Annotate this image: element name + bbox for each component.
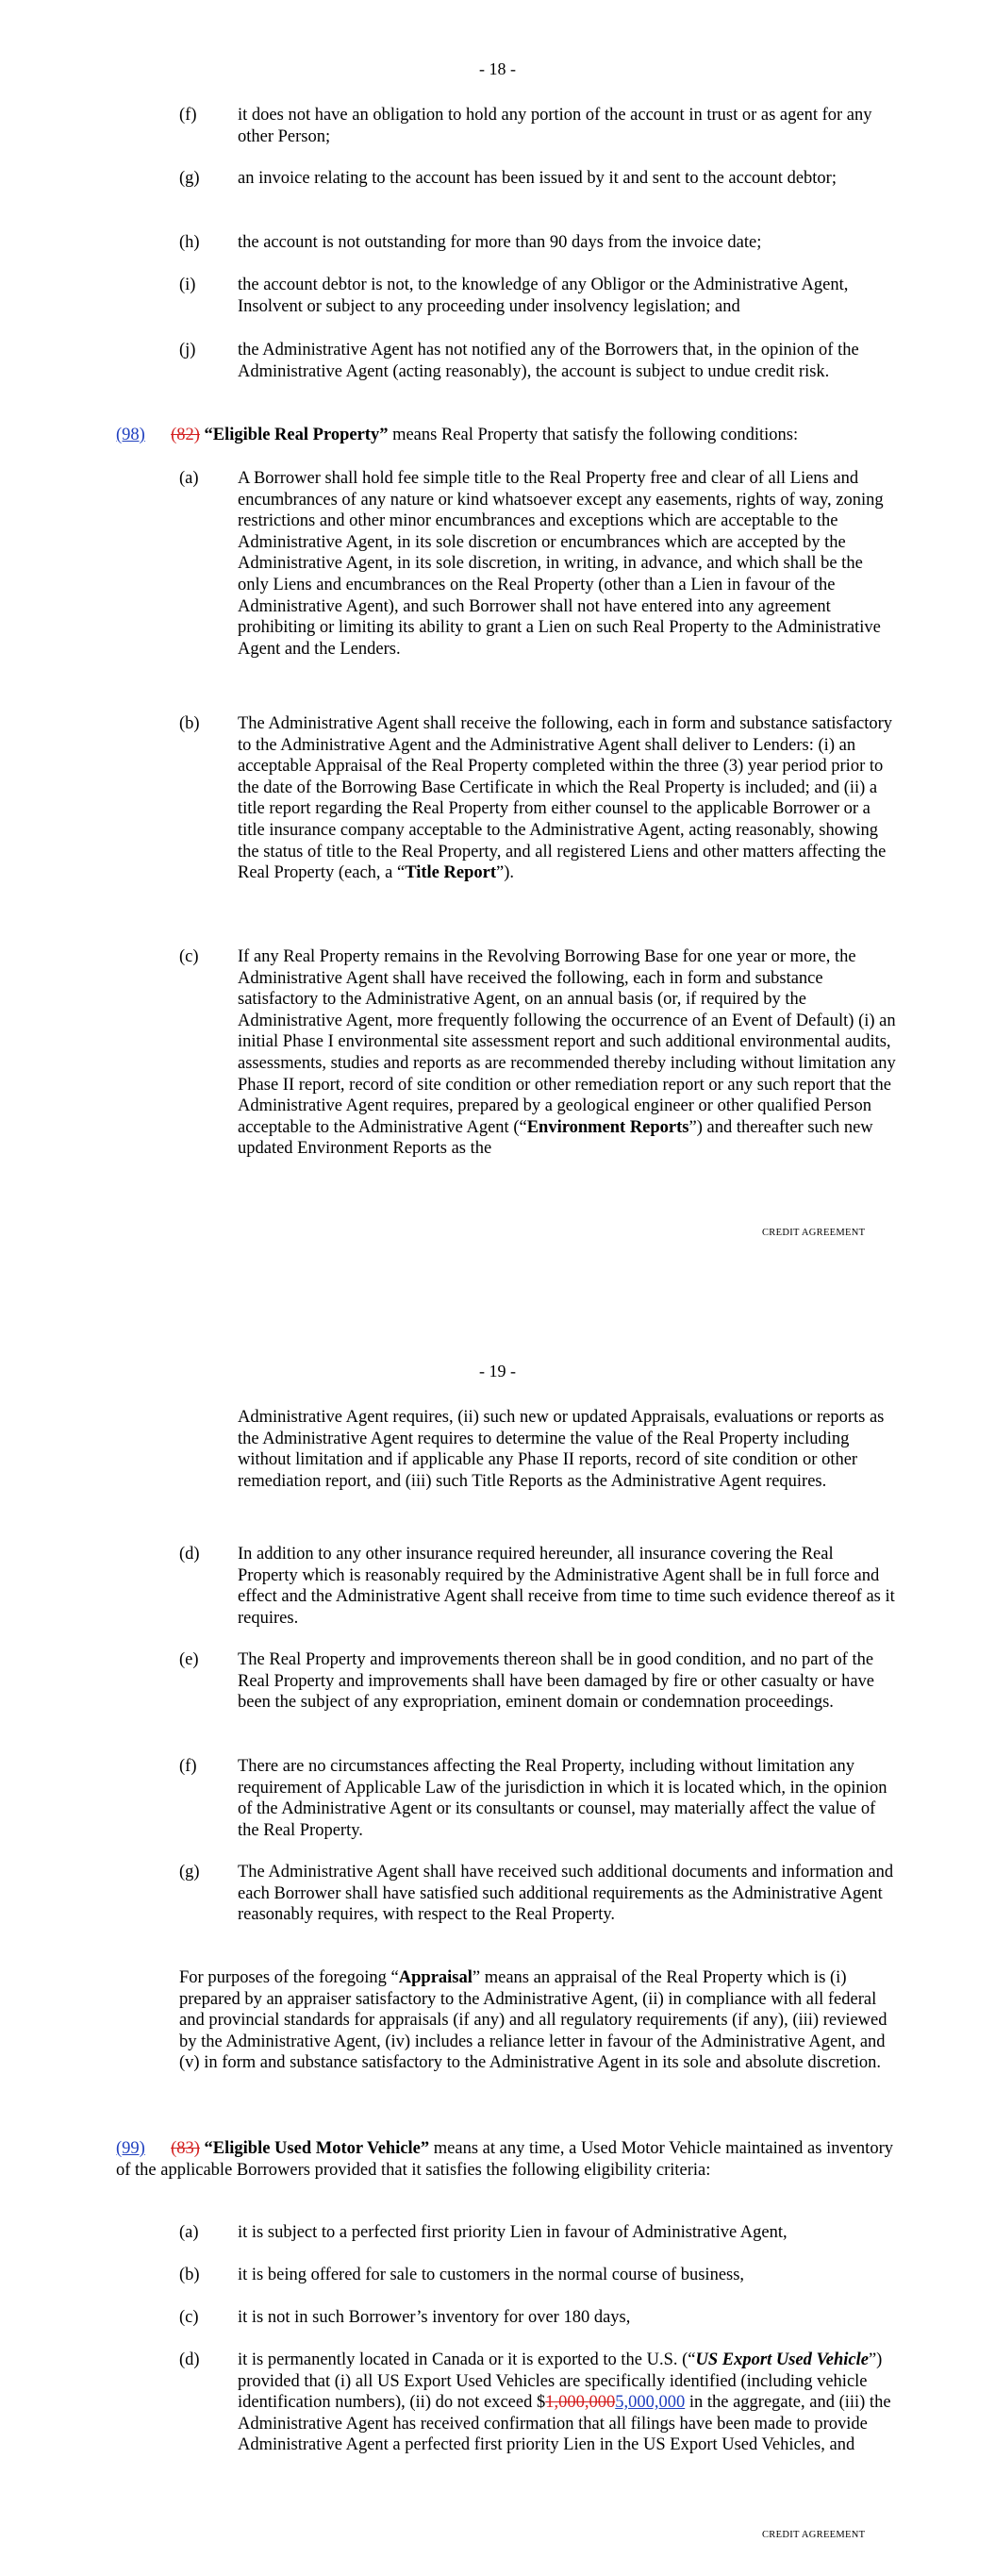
item-label: (b) — [179, 2266, 200, 2284]
item-label: (f) — [179, 106, 197, 125]
item-label: (d) — [179, 2350, 200, 2369]
defined-term: “Eligible Real Property” — [204, 426, 389, 444]
item-text: If any Real Property remains in the Revolving Borrowing Base for one year or more, the Administrative Agent shall have received the following, each in form and substance satisfactory to the Administrative Agent, on an annual basis (or, if required by the Administrative Agent, more frequently following the occurrence of an Event of Default) (i) an initial Phase I environmental site assessment report and such additional environmental audits, assessments, studies and reports as are recommended thereby including without limitation any Phase II report, record of site condition or other remediation report or any such report that the Administrative Agent requires, prepared by a geological engineer or other qualified Person acceptable to the Administrative Agent (“Environment Reports”) and thereafter such new updated Environment Reports as the — [238, 947, 896, 1159]
page-19 — [0, 1288, 995, 2576]
list-item — [179, 232, 896, 254]
list-item — [179, 2222, 896, 2244]
item-text: it is permanently located in Canada or it is exported to the U.S. (“US Export Used Vehicle”) provided that (i) all US Export Used Vehicles are specifically identified (including vehicle identification numbers), (ii) do not exceed $1,000,0005,000,000 in the aggregate, and (iii) the Administrative Agent has received confirmation that all filings have been made to provide Administrative Agent a perfected first priority Lien in the US Export Used Vehicles, and — [238, 2350, 891, 2455]
section-text: means at any time, a Used Motor Vehicle maintained as inventory of the applicable Borrowers provided that it satisfies the following eligibility criteria: — [116, 2139, 893, 2180]
deleted-section-number: (83) — [171, 2139, 200, 2158]
list-item — [179, 340, 896, 382]
item-text: an invoice relating to the account has been issued by it and sent to the account debtor; — [238, 169, 837, 188]
section-text: means Real Property that satisfy the following conditions: — [388, 426, 799, 444]
defined-term: Title Report — [405, 863, 496, 883]
list-item — [179, 1649, 896, 1714]
page-number: - 19 - — [479, 1362, 516, 1380]
defined-term: “Eligible Used Motor Vehicle” — [204, 2139, 430, 2158]
item-label: (g) — [179, 169, 200, 188]
item-text: In addition to any other insurance required hereunder, all insurance covering the Real Property which is reasonably required by the Administrative Agent shall be in full force and effect and the Administrative Agent shall receive from time to time such evidence thereof as it requires. — [238, 1545, 895, 1628]
new-section-number[interactable]: (99) — [116, 2139, 145, 2158]
list-item — [179, 275, 896, 317]
list-item — [179, 168, 896, 190]
item-text: There are no circumstances affecting the Real Property, including without limitation any requirement of Applicable Law of the jurisdiction in which it is located which, in the opinion of the Administrative Agent or its consultants or counsel, may materially affect the value of the Real Property. — [238, 1757, 887, 1840]
list-item — [179, 468, 896, 660]
item-text: it does not have an obligation to hold any portion of the account in trust or as agent for any other Person; — [238, 106, 872, 146]
list-item — [179, 1862, 896, 1926]
list-item — [179, 1544, 896, 1629]
item-label: (a) — [179, 2223, 199, 2242]
item-text: the account is not outstanding for more than 90 days from the invoice date; — [238, 233, 762, 252]
item-text: it is not in such Borrower’s inventory for over 180 days, — [238, 2308, 631, 2327]
list-item — [179, 2307, 896, 2329]
item-text: The Administrative Agent shall receive the following, each in form and substance satisfactory to the Administrative Agent and the Administrative Agent shall deliver to Lenders: (i) an acceptable Appraisal of the Real Property completed within the three (3) year period prior to the date of the Borrowing Base Certificate in which the Real Property is included; and (ii) a title report regarding the Real Property from either counsel to the applicable Borrower or a title insurance company acceptable to the Administrative Agent, acting reasonably, showing the status of title to the Real Property, and all registered Liens and other matters affecting the Real Property (each, a “Title Report”). — [238, 714, 893, 883]
deleted-amount: 1,000,000 — [545, 2393, 616, 2413]
page-number: - 18 - — [479, 59, 516, 78]
item-label: (c) — [179, 947, 199, 966]
list-item — [179, 1756, 896, 1841]
item-label: (g) — [179, 1863, 200, 1882]
new-section-number[interactable]: (98) — [116, 426, 145, 444]
item-label: (b) — [179, 714, 200, 733]
deleted-section-number: (82) — [171, 426, 200, 444]
item-text: it is subject to a perfected first priority Lien in favour of Administrative Agent, — [238, 2223, 788, 2242]
list-item — [179, 713, 896, 884]
item-text: the account debtor is not, to the knowledge of any Obligor or the Administrative Agent, Insolvent or subject to any proceeding under insolvency legislation; and — [238, 276, 849, 316]
continued-paragraph: Administrative Agent requires, (ii) such new or updated Appraisals, evaluations or reports as the Administrative Agent requires to determine the value of the Real Property including without limitation and if applicable any Phase II reports, record of site condition or other remediation report, and (iii) such Title Reports as the Administrative Agent requires. — [238, 1408, 885, 1491]
defined-term: Appraisal — [398, 1968, 473, 1987]
item-text: A Borrower shall hold fee simple title to the Real Property free and clear of all Liens and encumbrances of any nature or kind whatsoever except any easements, rights of way, zoning restrictions and other minor encumbrances and exceptions which are acceptable to the Administrative Agent, in its sole discretion or encumbrances which are accepted by the Administrative Agent, in its sole discretion, in writing, in advance, and which shall be the only Liens and encumbrances on the Real Property (other than a Lien in favour of the Administrative Agent), and such Borrower shall not have entered into any agreement prohibiting or limiting its ability to grant a Lien on such Real Property to the Administrative Agent and the Lenders. — [238, 469, 884, 659]
item-label: (f) — [179, 1757, 197, 1776]
item-label: (i) — [179, 276, 196, 294]
item-text: the Administrative Agent has not notified any of the Borrowers that, in the opinion of the Administrative Agent (acting reasonably), the account is subject to undue credit risk. — [238, 341, 859, 381]
item-label: (d) — [179, 1545, 200, 1564]
item-text: The Administrative Agent shall have received such additional documents and information and each Borrower shall have satisfied such additional requirements as the Administrative Agent reasonably requires, with respect to the Real Property. — [238, 1863, 894, 1925]
defined-term: US Export Used Vehicle — [695, 2350, 869, 2369]
item-label: (h) — [179, 233, 200, 252]
defined-term: Environment Reports — [526, 1117, 689, 1137]
inserted-amount: 5,000,000 — [615, 2393, 686, 2413]
list-item — [179, 2265, 896, 2286]
section-eligible-real-property — [116, 425, 896, 446]
page-footer: CREDIT AGREEMENT — [762, 1228, 866, 1238]
section-eligible-used-motor-vehicle — [116, 2138, 896, 2181]
page-footer: CREDIT AGREEMENT — [762, 2530, 866, 2540]
item-label: (c) — [179, 2308, 199, 2327]
item-text: it is being offered for sale to customers in the normal course of business, — [238, 2266, 745, 2284]
item-label: (a) — [179, 469, 199, 488]
item-label: (e) — [179, 1650, 199, 1669]
list-item — [179, 946, 896, 1160]
item-label: (j) — [179, 341, 196, 360]
list-item — [179, 105, 896, 147]
item-text: The Real Property and improvements thereon shall be in good condition, and no part of the Real Property and improvements shall have been damaged by fire or other casualty or have been the subject of any expropriation, eminent domain or condemnation proceedings. — [238, 1650, 875, 1713]
appraisal-definition: For purposes of the foregoing “Appraisal” means an appraisal of the Real Property which is (i) prepared by an appraiser satisfactory to the Administrative Agent, (ii) in compliance with all federal and provincial standards for appraisals (if any) and all regulatory requirements (if any), (iii) reviewed by the Administrative Agent, (iv) includes a reliance letter in favour of the Administrative Agent, and (v) in form and substance satisfactory to the Administrative Agent in its sole and absolute discretion. — [179, 1968, 887, 2073]
list-item — [179, 2350, 896, 2456]
